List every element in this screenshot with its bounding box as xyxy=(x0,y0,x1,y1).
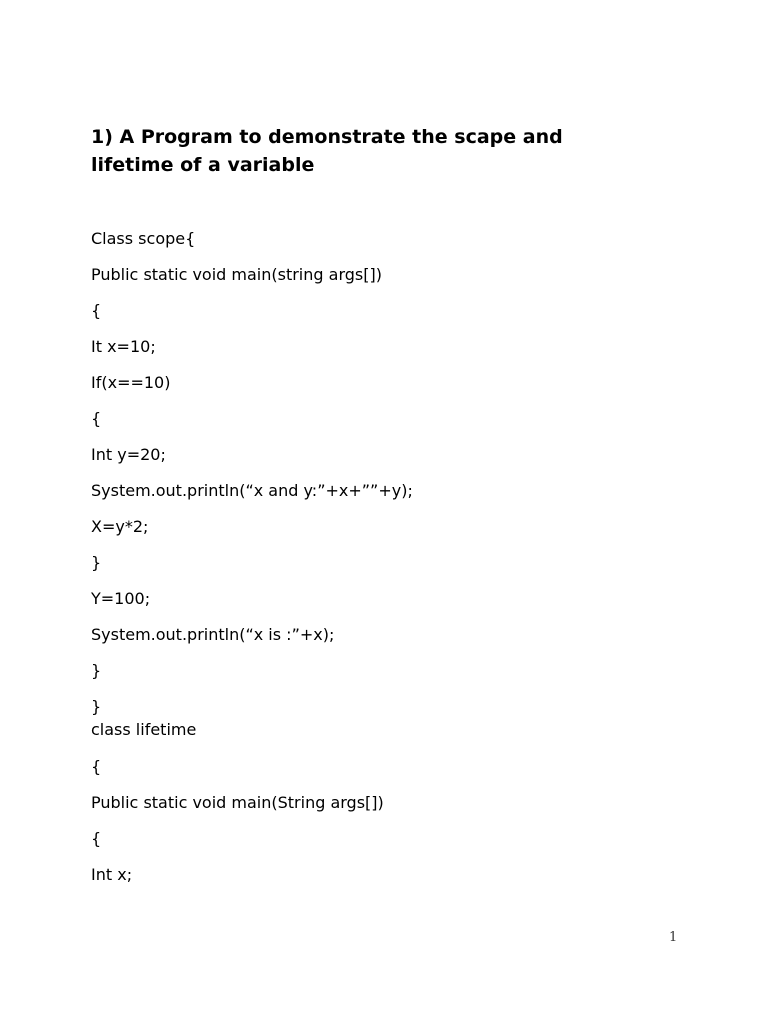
code-line: Int x; xyxy=(91,865,133,884)
code-line: Public static void main(string args[]) xyxy=(91,265,382,284)
code-line: } xyxy=(91,661,102,680)
code-line: { xyxy=(91,301,102,320)
code-line: System.out.println(“x and y:”+x+””+y); xyxy=(91,481,413,500)
code-line: It x=10; xyxy=(91,337,156,356)
code-line: { xyxy=(91,409,102,428)
program-heading: 1) A Program to demonstrate the scape and lifetime of a variable xyxy=(91,126,563,176)
code-line: If(x==10) xyxy=(91,373,171,392)
code-line: { xyxy=(91,757,102,776)
code-line: Int y=20; xyxy=(91,445,166,464)
code-line: class lifetime xyxy=(91,720,197,739)
code-line: System.out.println(“x is :”+x); xyxy=(91,625,335,644)
code-line: { xyxy=(91,829,102,848)
code-line: } xyxy=(91,697,102,716)
code-line: } xyxy=(91,553,102,572)
page-number: 1 xyxy=(669,930,678,945)
code-line: X=y*2; xyxy=(91,517,149,536)
code-line: Class scope{ xyxy=(91,229,196,248)
code-line: Y=100; xyxy=(91,589,151,608)
code-line: Public static void main(String args[]) xyxy=(91,793,384,812)
